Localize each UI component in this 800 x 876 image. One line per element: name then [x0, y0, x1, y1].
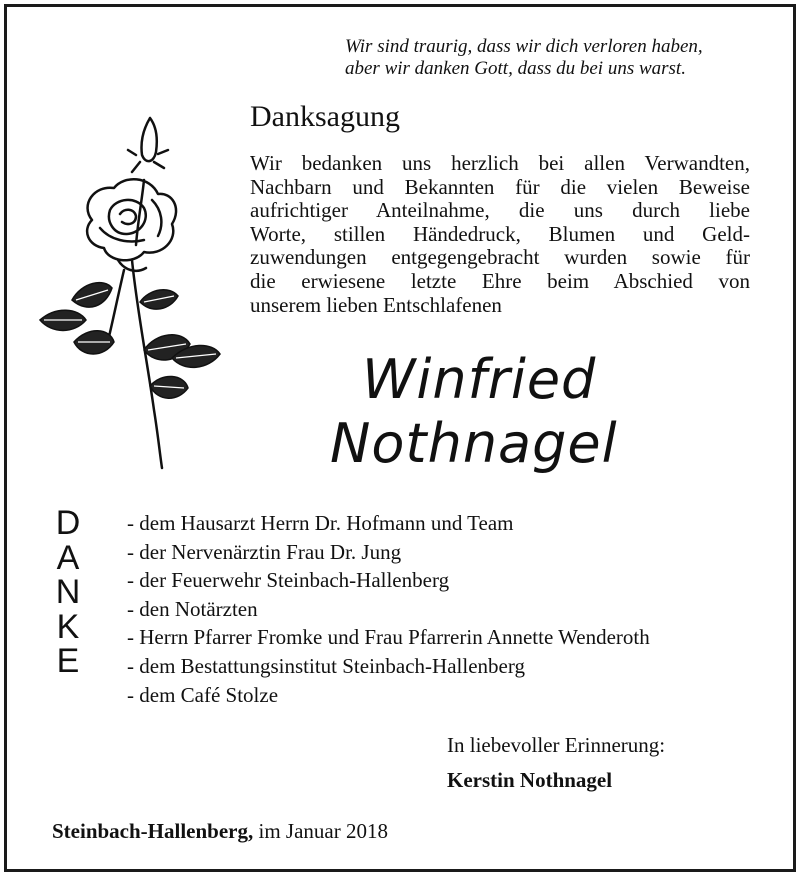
date-text: im Januar 2018 [258, 819, 388, 843]
closing-phrase: In liebevoller Erinnerung: [447, 733, 666, 757]
acknowledgement-text [250, 152, 750, 317]
signer-name: Kerstin Nothnagel [447, 768, 613, 792]
page-title: Danksagung [250, 100, 400, 133]
list-item: - Herrn Pfarrer Fromke und Frau Pfarrerin Annette Wenderoth [127, 625, 650, 650]
place-and-date [52, 819, 388, 844]
list-item: - den Notärzten [127, 596, 258, 621]
deceased-first-name: Winfried [362, 348, 597, 411]
danke-letter: K [56, 607, 80, 646]
danke-letter: D [55, 504, 81, 542]
list-item: - der Feuerwehr Steinbach-Hallenberg [127, 568, 450, 593]
body-line: Nachbarn und Bekannten für die vielen Beweise [250, 174, 750, 199]
danke-vertical [52, 506, 84, 679]
body-line: die erwiesene letzte Ehre beim Abschied von [250, 268, 750, 293]
danke-letter: E [56, 642, 80, 680]
body-line: zuwendungen entgegengebracht wurden sowie für [250, 245, 750, 270]
place-name: Steinbach-Hallenberg, [52, 819, 254, 843]
list-item: - dem Hausarzt Herrn Dr. Hofmann und Team [127, 511, 514, 535]
body-line: Worte, stillen Händedruck, Blumen und Geld- [250, 221, 750, 246]
opening-quote [345, 36, 745, 80]
danke-letter: A [56, 538, 80, 577]
list-item: - dem Café Stolze [127, 682, 279, 707]
body-line: unserem lieben Entschlafenen [250, 292, 502, 317]
thanks-list [127, 509, 650, 709]
quote-line-1: Wir sind traurig, dass wir dich verloren haben, [345, 36, 703, 57]
quote-line-2: aber wir danken Gott, dass du bei uns warst. [345, 58, 686, 79]
danke-letter: N [55, 573, 81, 611]
body-line: Wir bedanken uns herzlich bei allen Verwandten, [250, 151, 750, 175]
list-item: - der Nervenärztin Frau Dr. Jung [127, 539, 402, 564]
list-item: - dem Bestattungsinstitut Steinbach-Hallenberg [127, 653, 525, 678]
body-line: aufrichtiger Anteilnahme, die uns durch liebe [250, 198, 750, 223]
rose-illustration [32, 110, 222, 470]
deceased-last-name: Nothnagel [330, 412, 618, 475]
